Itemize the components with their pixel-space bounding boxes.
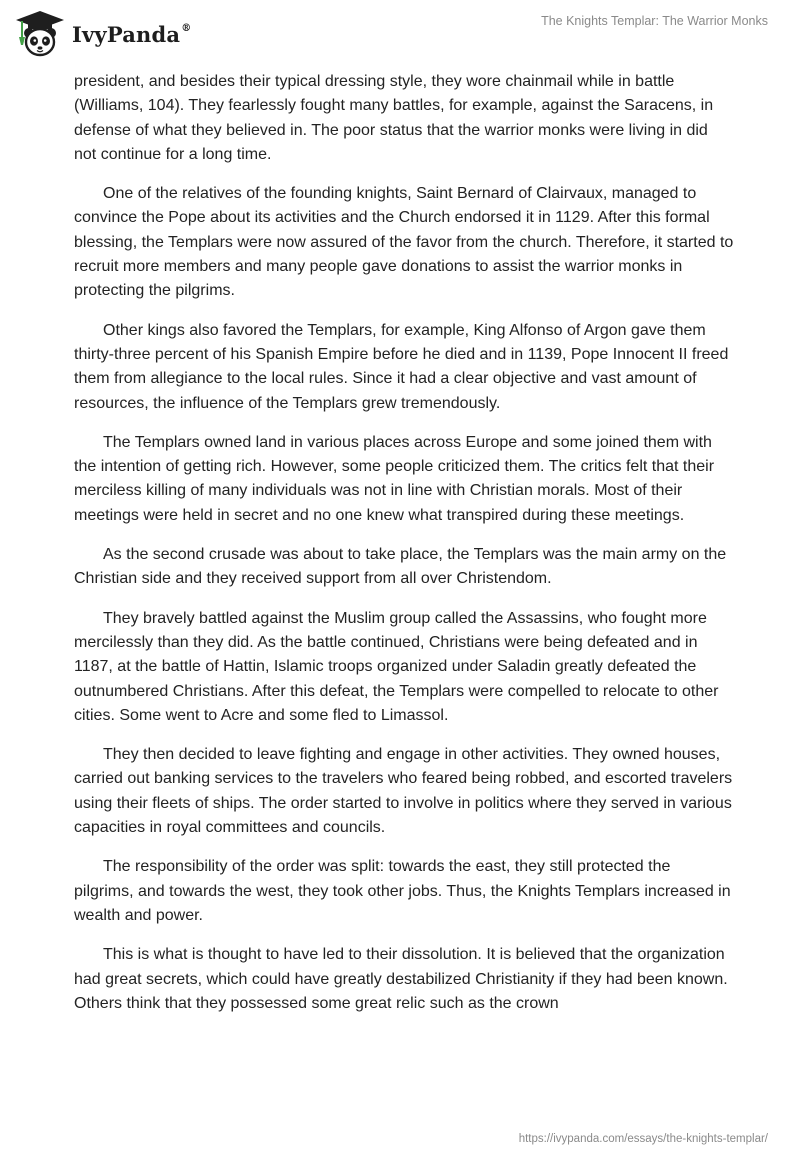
paragraph: The Templars owned land in various places across Europe and some joined them with the intention of getting rich. However, some people criticized them. The critics felt that their merciless killing of many individuals was not in line with Christian morals. Most of their meetings were held in secret and no one knew what transpired during these meetings. <box>74 433 715 524</box>
paragraph: The responsibility of the order was split: towards the east, they still protected the pilgrims, and towards the west, they took other jobs. Thus, the Knights Templars increased in wealth and power. <box>74 858 731 924</box>
paragraph: Other kings also favored the Templars, for example, King Alfonso of Argon gave them thirty-three percent of his Spanish Empire before he died and in 1139, Pope Innocent II freed them from allegiance to the local rules. Since it had a clear objective and vast amount of resources, the influence of the Templars grew tremendously. <box>74 321 729 412</box>
essay-body <box>74 70 734 1031</box>
document-title: The Knights Templar: The Warrior Monks <box>541 14 768 28</box>
paragraph: They then decided to leave fighting and engage in other activities. They owned houses, carried out banking services to the travelers who feared being robbed, and escorted travelers using their fleets of ships. The order started to involve in politics where they served in various capacities in royal committees and councils. <box>74 746 733 837</box>
paragraph: They bravely battled against the Muslim group called the Assassins, who fought more mercilessly than they did. As the battle continued, Christians were being defeated and in 1187, at the battle of Hattin, Islamic troops organized under Saladin greatly defeated the outnumbered Christians. After this defeat, the Templars were compelled to relocate to other cities. Some went to Acre and some fled to Limassol. <box>74 609 719 724</box>
registered-mark: ® <box>181 22 192 34</box>
paragraph: president, and besides their typical dressing style, they wore chainmail while in battle (Williams, 104). They fearlessly fought many battles, for example, against the Saracens, in defense of what they believed in. The poor status that the warrior monks were living in did not continue for a long time. <box>74 73 714 163</box>
source-url-link[interactable]: https://ivypanda.com/essays/the-knights-templar/ <box>518 1133 768 1145</box>
ivypanda-logo[interactable] <box>14 9 191 59</box>
page-header <box>0 0 800 70</box>
paragraph: One of the relatives of the founding knights, Saint Bernard of Clairvaux, managed to convince the Pope about its activities and the Church endorsed it in 1129. After this formal blessing, the Templars were now assured of the favor from the church. Therefore, it started to recruit more members and many people gave donations to assist the warrior monks in protecting the pilgrims. <box>74 185 734 300</box>
paragraph: As the second crusade was about to take place, the Templars was the main army on the Christian side and they received support from all over Christendom. <box>74 546 727 588</box>
paragraph: This is what is thought to have led to their dissolution. It is believed that the organization had great secrets, which could have greatly destabilized Christianity if they had been known. Others think that they possessed some great relic such as the crown <box>74 946 728 1012</box>
brand-name: IvyPanda® <box>72 21 192 47</box>
panda-graduate-icon <box>14 9 66 59</box>
